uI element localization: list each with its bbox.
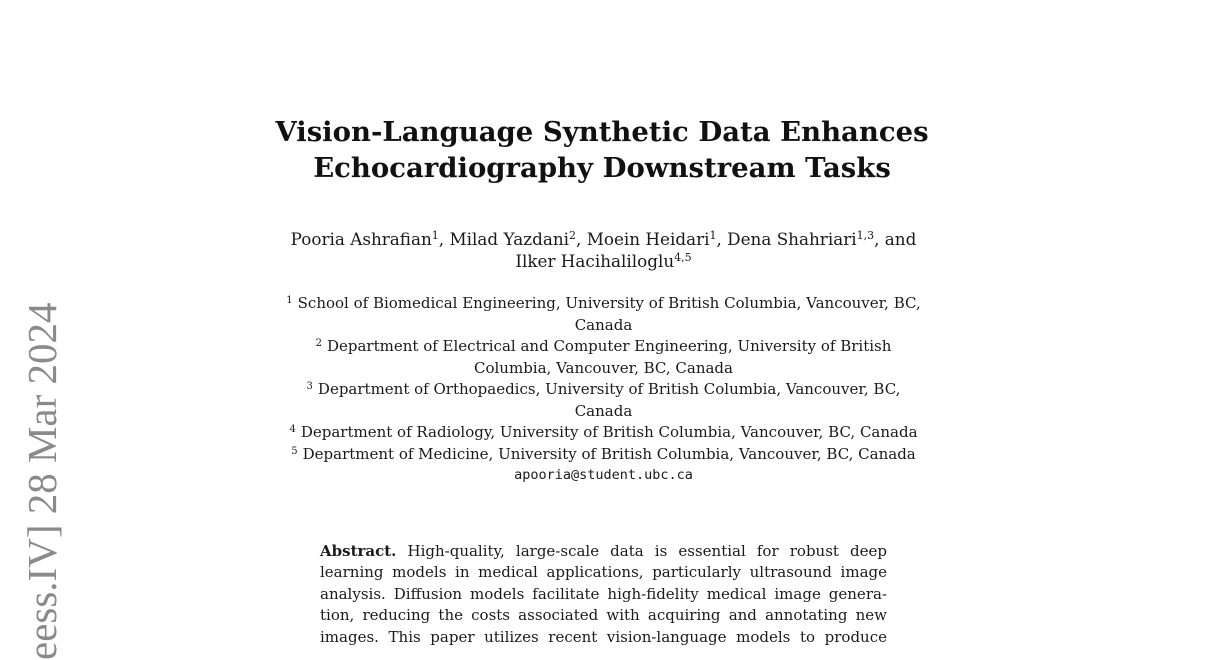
affiliation-item: [0, 422, 1207, 444]
abstract-line: tion, reducing the costs associated with acquiring and annotating new: [320, 606, 887, 625]
author-name: Dena Shahriari: [727, 229, 857, 249]
affiliation-item: [0, 293, 1207, 315]
author-name: Ilker Hacihaliloglu: [515, 251, 675, 271]
author-list: [0, 228, 1207, 272]
affiliation-item: [0, 444, 1207, 466]
abstract-line: images. This paper utilizes recent vision-language models to produce: [320, 627, 887, 646]
title-line-2: Echocardiography Downstream Tasks: [313, 152, 891, 184]
affiliation-number: 5: [291, 445, 298, 457]
author-affil-mark: 2: [569, 229, 577, 242]
abstract-text: High-quality, large-scale data is essential for robust deep: [407, 542, 887, 560]
title-line-1: Vision-Language Synthetic Data Enhances: [275, 116, 929, 148]
affiliation-number: 1: [286, 295, 293, 306]
affiliation-item: [0, 336, 1207, 358]
abstract-section: [320, 541, 887, 648]
affiliation-number: 2: [315, 338, 322, 349]
affiliation-text: Department of Radiology, University of British Columbia, Vancouver, BC, Canada: [300, 423, 918, 441]
affiliation-list: [0, 293, 1207, 487]
abstract-line: analysis. Diffusion models facilitate high-fidelity medical image genera-: [320, 584, 887, 603]
affiliation-item: [0, 379, 1207, 401]
author-name: Pooria Ashrafian: [290, 229, 432, 249]
affiliation-number: 4: [289, 424, 296, 435]
paper-title: [0, 114, 1200, 186]
affiliation-number: 3: [306, 381, 313, 392]
affiliation-continuation: Canada: [574, 401, 633, 420]
author-affil-mark: 1: [431, 229, 439, 242]
affiliation-text: Department of Electrical and Computer Engineering, University of British: [326, 337, 892, 355]
affiliation-continuation: Columbia, Vancouver, BC, Canada: [474, 358, 733, 377]
abstract-label: Abstract.: [320, 542, 397, 560]
author-affil-mark: 4,5: [674, 251, 692, 264]
author-line-1: Pooria Ashrafian$^1$, Milad Yazdani$^2$, Moein Heidari$^1$, Dena Shahriari$^{1,3}$, and: [290, 229, 917, 249]
affiliation-text: Department of Orthopaedics, University of British Columbia, Vancouver, BC,: [317, 380, 901, 398]
author-affil-mark: 1: [709, 229, 717, 242]
author-affil-mark: 1,3: [856, 229, 875, 242]
author-name: Milad Yazdani: [449, 229, 570, 249]
author-name: Moein Heidari: [586, 229, 710, 249]
contact-email[interactable]: apooria@student.ubc.ca: [514, 467, 693, 483]
affiliation-continuation: Canada: [574, 315, 633, 334]
author-line-2: [0, 250, 1207, 272]
abstract-line: learning models in medical applications, particularly ultrasound image: [320, 563, 887, 582]
affiliation-text: School of Biomedical Engineering, University of British Columbia, Vancouver, BC,: [297, 294, 921, 312]
author-conjunction: and: [884, 229, 917, 249]
abstract-line: [320, 541, 887, 562]
arxiv-stamp-text: eess.IV] 28 Mar 2024: [19, 302, 65, 660]
affiliation-text: Department of Medicine, University of British Columbia, Vancouver, BC, Canada: [302, 444, 916, 463]
